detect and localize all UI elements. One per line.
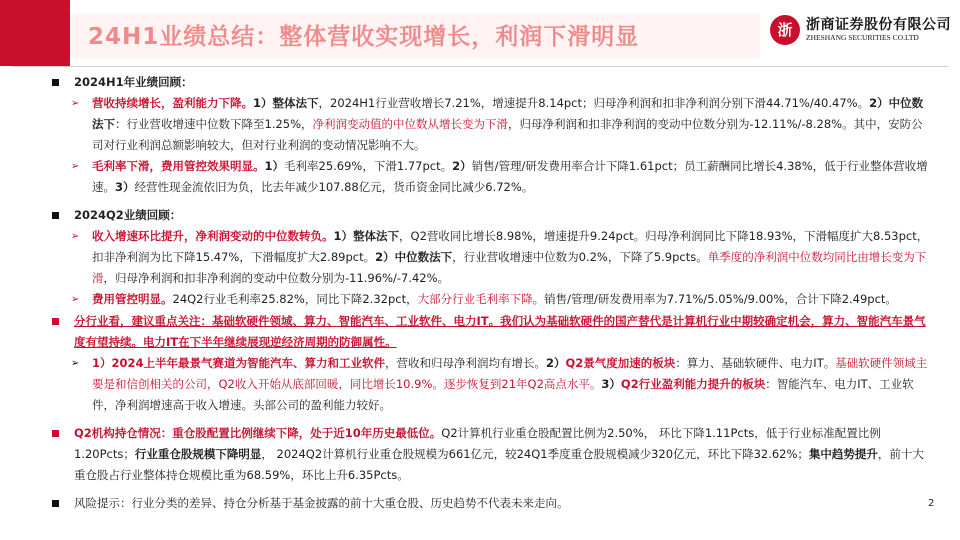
text-span: ，Q2营收同比增长8.98%，增速提升9.24pct。归母净利润同比下降18.93%，下滑幅度扩大8.53pct，扣非净利润为比下降15.47%，下滑幅度扩大2.89pct。 [92, 229, 929, 264]
text-span: Q2机构持仓情况：重仓股配置比例继续下降，处于近10年历史最低位。 [74, 426, 442, 440]
text-span: 经营性现金流依旧为负，比去年减少107.88亿元，货币资金同比减少6.72%。 [134, 180, 534, 194]
text-span: 24Q2行业毛利率25.82%，同比下降2.32pct， [172, 292, 418, 306]
text-span: 营收持续增长，盈利能力下降。 [92, 96, 253, 110]
text-span: 2） [546, 356, 566, 370]
text-span: 2）中位数法下 [92, 96, 924, 131]
text-span: 收入增速环比提升，净利润变动的中位数转负。 [92, 229, 334, 243]
section-fund-holdings [50, 423, 930, 486]
logo-company-name: 浙商证券股份有限公司 [806, 17, 951, 33]
text-span: ，营收和归母净利润均有增长。 [385, 356, 547, 370]
text-span: 1）2024上半年最景气赛道为智能汽车、算力和工业软件 [92, 356, 386, 370]
header-accent-block [0, 0, 70, 66]
arrow-bullet-icon: ➢ [71, 98, 80, 109]
text-span: 毛利率下滑，费用管控效果明显。 [92, 159, 265, 173]
text-span: 1）整体法下 [253, 96, 319, 110]
arrow-bullet-icon: ➢ [71, 294, 80, 305]
header-divider [12, 66, 948, 67]
text-span: 1） [264, 159, 285, 173]
square-bullet-icon [52, 500, 59, 507]
text-span: 费用管控明显。 [92, 292, 173, 306]
square-bullet-icon [52, 79, 59, 86]
text-span: 行业重仓股规模下降明显 [134, 447, 262, 461]
arrow-bullet-icon: ➢ [71, 161, 80, 172]
text-span: 基础软硬件领域主要是和信创相关的公司，Q2收入开始从底部回暖，同比增长10.9%。逐步恢复到21年Q2高点水平。 [92, 356, 928, 391]
section-heading: 2024Q2业绩回顾： [74, 208, 182, 222]
text-span: ：算力、基础软硬件、电力IT。 [675, 356, 836, 370]
page-number: 2 [928, 498, 935, 509]
company-logo [770, 12, 951, 52]
section-h1 [50, 72, 930, 93]
arrow-bullet-icon: ➢ [71, 358, 80, 369]
arrow-bullet-icon: ➢ [71, 231, 80, 242]
text-span: 集中趋势提升 [808, 447, 878, 461]
text-span: 2） [452, 159, 472, 173]
text-span: 销售/管理/研发费用率合计下降1.61pct；员工薪酬同比增长4.38%，低于行业整体营收增速。 [92, 159, 928, 194]
page-title: 24H1业绩总结：整体营收实现增长，利润下滑明显 [88, 24, 640, 50]
text-span: 单季度的净利润中位数均同比由增长变为下滑 [92, 250, 927, 285]
bullet-q2-cost [50, 289, 930, 310]
section-q2 [50, 205, 930, 226]
content-body [50, 71, 930, 514]
text-span: ， 2024Q2计算机行业重仓股规模为661亿元，较24Q1季度重仓股规模减少320亿元，环比下降32.62%； [261, 447, 809, 461]
text-span: 。销售/管理/研发费用率为7.71%/5.05%/9.00%，合计下降2.49pct。 [532, 292, 897, 306]
text-span: 3） [601, 377, 621, 391]
section-sector [50, 311, 930, 353]
text-span: ，归母净利润和扣非净利润的变动中位数分别为-12.11%/-8.28%。其中，安防公司对行业利润总额影响较大，但对行业利润的变动情况影响不大。 [92, 117, 923, 152]
bullet-sector-detail [50, 353, 930, 416]
text-span: ：智能汽车、电力IT、工业软件，净利润增速高于收入增速。头部公司的盈利能力较好。 [92, 377, 914, 412]
bullet-h1-revenue [50, 93, 930, 156]
section-heading: 分行业看，建议重点关注：基础软硬件领域、算力、智能汽车、工业软件、电力IT。我们认为基础软硬件的国产替代是计算机行业中期较确定机会，算力、智能汽车景气度有望持续。电力IT在下半年继续展现逆经济周期的防御属性。 [74, 314, 926, 349]
section-risk [50, 493, 930, 514]
text-span: Q2计算机行业重仓股配置比例为2.50%， 环比下降1.11Pcts，低于行业标准配置比例1.20Pcts； [74, 426, 881, 461]
text-span: 大部分行业毛利率下降 [417, 292, 533, 306]
square-bullet-icon [52, 318, 59, 325]
text-span: ，2024H1行业营收增长7.21%，增速提升8.14pct；归母净利润和扣非净利润分别下滑44.71%/40.47%。 [318, 96, 870, 110]
text-span: 1）整体法下 [333, 229, 400, 243]
text-span: Q2景气度加速的板块 [565, 356, 676, 370]
section-heading: 2024H1年业绩回顾： [74, 75, 193, 89]
text-span: Q2行业盈利能力提升的板块 [620, 377, 766, 391]
text-span: 2）中位数法下 [375, 250, 453, 264]
square-bullet-icon [52, 212, 59, 219]
text-span: 净利润变动值的中位数从增长变为下滑 [312, 117, 509, 131]
square-bullet-icon [52, 430, 59, 437]
bullet-q2-revenue [50, 226, 930, 289]
text-span: ，行业营收增速中位数为0.2%，下降了5.9pcts。 [452, 250, 708, 264]
risk-text: 风险提示：行业分类的差异、持仓分析基于基金披露的前十大重仓股、历史趋势不代表未来走向。 [74, 496, 569, 510]
text-span: ，前十大重仓股占行业整体持仓规模比重为68.59%，环比上升6.35Pcts。 [74, 447, 924, 482]
logo-company-name-en: ZHESHANG SECURITIES CO.LTD [806, 33, 919, 42]
bullet-h1-margin [50, 156, 930, 198]
logo-mark-icon: 浙 [770, 15, 800, 45]
text-span: 3） [115, 180, 135, 194]
text-span: ：行业营收增速中位数下降至1.25%， [115, 117, 313, 131]
text-span: ，归母净利润和扣非净利润的变动中位数分别为-11.96%/-7.42%。 [103, 271, 450, 285]
text-span: 毛利率25.69%，下滑1.77pct。 [284, 159, 453, 173]
